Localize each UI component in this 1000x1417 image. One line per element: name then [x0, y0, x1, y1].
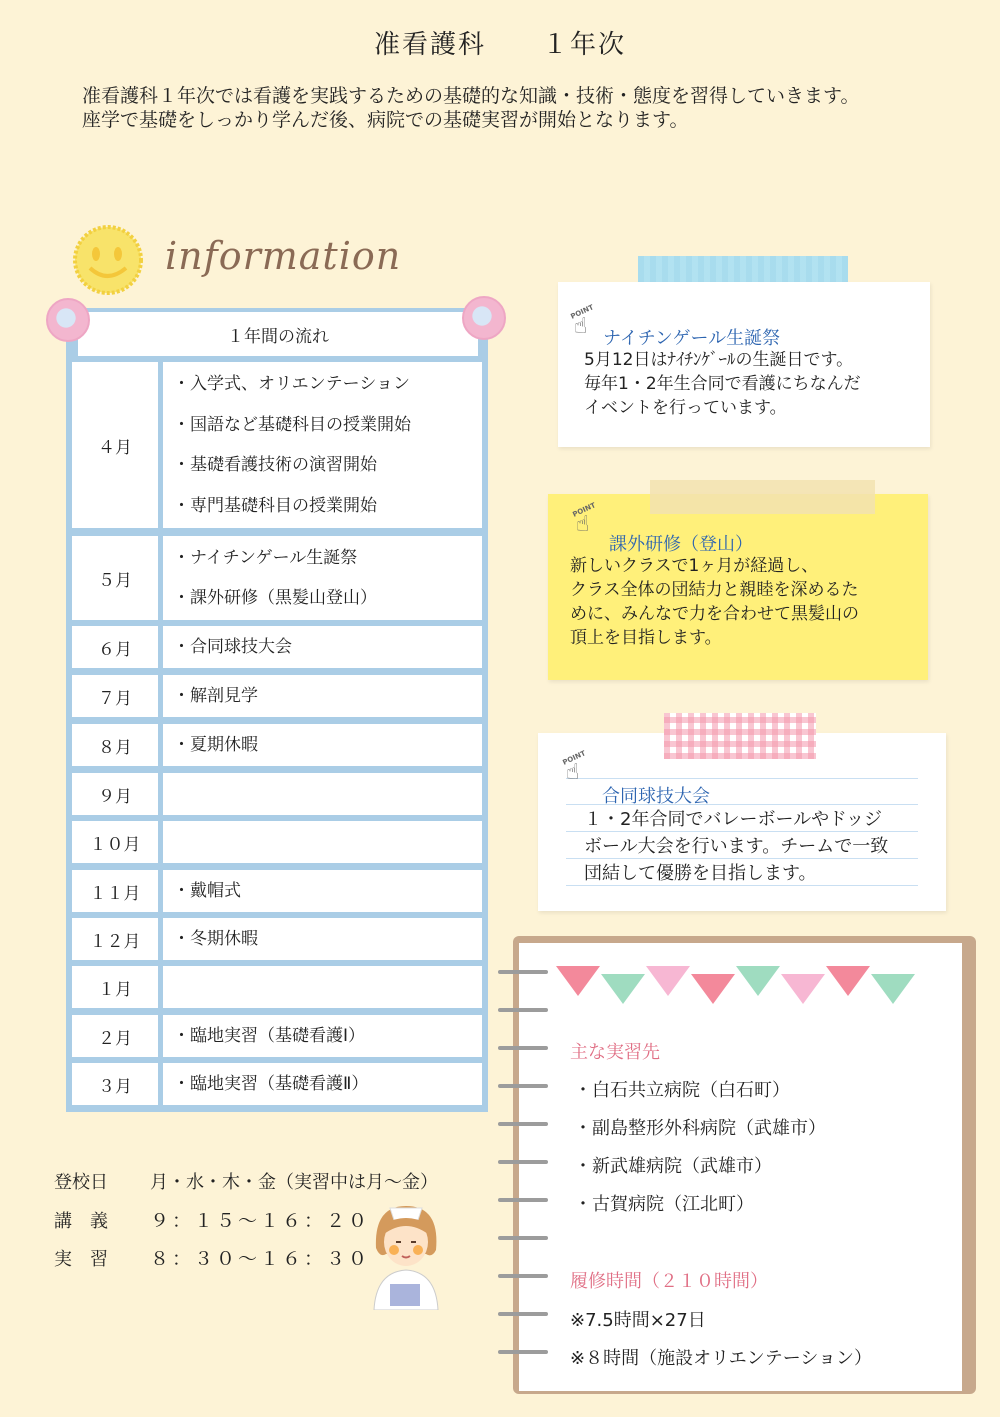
button-pin-icon: [462, 296, 506, 340]
month-cell: ２月: [72, 1015, 158, 1057]
card-body: [570, 554, 859, 650]
bunting-flag: [691, 974, 735, 1004]
card-title: 課外研修（登山）: [609, 534, 753, 555]
event-item: ・ナイチンゲール生誕祭: [173, 548, 358, 568]
ring-icon: [498, 1008, 548, 1012]
schedule-row: [72, 966, 482, 1008]
pointing-hand-icon: POINT ☝: [569, 303, 595, 339]
ring-icon: [498, 970, 548, 974]
bunting-flag: [826, 966, 870, 996]
intro-line-2: 座学で基礎をしっかり学んだ後、病院での基礎実習が開始となります。: [82, 109, 689, 131]
card-title: 合同球技大会: [602, 786, 710, 807]
event-cell: [163, 675, 482, 717]
intro-text: [82, 84, 882, 132]
schedule-row: [72, 870, 482, 912]
card-line: 5月12日はﾅｲﾁﾝｹﾞｰﾙの生誕日です。: [584, 350, 854, 370]
bunting-flag: [646, 966, 690, 996]
intro-line-1: 准看護科１年次では看護を実践するための基礎的な知識・技術・態度を習得していきます。: [82, 85, 860, 107]
button-pin-icon: [46, 298, 90, 342]
card-body: [584, 348, 861, 420]
card-line: ボール大会を行います。チームで一致: [584, 836, 889, 857]
event-item: ・国語など基礎科目の授業開始: [173, 414, 411, 435]
ring-icon: [498, 1312, 548, 1316]
card-line: 頂上を目指します。: [570, 628, 722, 648]
month-cell: １０月: [72, 821, 158, 863]
month-cell: ４月: [72, 362, 158, 528]
event-cell: [163, 918, 482, 960]
event-item: ・入学式、オリエンテーション: [173, 374, 410, 395]
event-cell: [163, 626, 482, 668]
attendance-days: [54, 1168, 438, 1194]
event-item: ・合同球技大会: [173, 637, 292, 657]
attendance-value: ８：３０～１６：３０: [150, 1248, 371, 1270]
training-site: ・古賀病院（江北町）: [574, 1194, 754, 1215]
ring-icon: [498, 1198, 548, 1202]
attendance-label: 実 習: [54, 1249, 108, 1270]
schedule-row: [72, 1063, 482, 1105]
ring-icon: [498, 1160, 548, 1164]
event-item: ・解剖見学: [173, 686, 258, 706]
month-cell: ３月: [72, 1063, 158, 1105]
card-line: イベントを行っています。: [584, 398, 787, 418]
training-heading: 主な実習先: [570, 1042, 660, 1063]
event-item: ・課外研修（黒髪山登山）: [173, 588, 377, 608]
event-item: ・冬期休暇: [173, 929, 258, 949]
ring-icon: [498, 1046, 548, 1050]
ring-icon: [498, 1084, 548, 1088]
bunting-flag: [601, 974, 645, 1004]
month-cell: １２月: [72, 918, 158, 960]
schedule-row: [72, 675, 482, 717]
bunting-flag: [781, 974, 825, 1004]
attendance-label: 登校日: [54, 1172, 108, 1193]
event-cell: [163, 1063, 482, 1105]
bunting-flag: [871, 974, 915, 1004]
bunting-flag: [736, 966, 780, 996]
schedule-row: [72, 773, 482, 815]
event-item: ・戴帽式: [173, 881, 241, 901]
card-line: １・2年合同でバレーボールやドッジ: [584, 809, 883, 830]
card-line: 団結して優勝を目指します。: [584, 863, 817, 884]
ring-icon: [498, 1236, 548, 1240]
ruled-line: [566, 778, 918, 779]
nurse-illustration: [356, 1198, 456, 1310]
smiley-icon: [68, 220, 148, 300]
hours-item: ※８時間（施設オリエンテーション）: [570, 1348, 873, 1369]
attendance-value: 月・水・木・金（実習中は月～金）: [150, 1172, 438, 1193]
event-cell: [163, 362, 482, 528]
hours-heading: 履修時間（２１０時間）: [570, 1271, 768, 1292]
pointing-hand-icon: POINT ☝: [571, 501, 597, 537]
ring-icon: [498, 1122, 548, 1126]
schedule-row: [72, 362, 482, 528]
hours-item: ※7.5時間×27日: [570, 1310, 706, 1331]
schedule-row: [72, 1015, 482, 1057]
pointing-hand-icon: POINT ☝: [561, 749, 587, 785]
card-title: ナイチンゲール生誕祭: [603, 328, 781, 349]
month-cell: １１月: [72, 870, 158, 912]
training-site: ・白石共立病院（白石町）: [574, 1080, 790, 1101]
month-cell: ９月: [72, 773, 158, 815]
page-title: 准看護科 １年次: [373, 30, 626, 60]
event-item: ・基礎看護技術の演習開始: [173, 455, 377, 476]
month-cell: ６月: [72, 626, 158, 668]
event-cell: [163, 870, 482, 912]
event-cell: [163, 1015, 482, 1057]
attendance-label: 講 義: [54, 1211, 108, 1232]
card-line: クラス全体の団結力と親睦を深めるた: [570, 580, 859, 600]
event-item: ・臨地実習（基礎看護Ⅱ）: [173, 1074, 369, 1094]
event-item: ・臨地実習（基礎看護Ⅰ）: [173, 1026, 366, 1046]
schedule-row: [72, 821, 482, 863]
card-line: 新しいクラスで1ヶ月が経過し、: [570, 556, 819, 576]
card-line: 毎年1・2年生合同で看護にちなんだ: [584, 374, 861, 394]
event-cell: [163, 966, 482, 1008]
event-item: ・専門基礎科目の授業開始: [173, 495, 377, 516]
schedule-header: １年間の流れ: [78, 312, 478, 356]
schedule-row: [72, 626, 482, 668]
schedule-row: [72, 918, 482, 960]
card-line: めに、みんなで力を合わせて黒髪山の: [570, 604, 859, 624]
month-cell: １月: [72, 966, 158, 1008]
lecture-hours: [54, 1206, 370, 1233]
event-cell: [163, 773, 482, 815]
card-body: [584, 806, 888, 887]
event-cell: [163, 821, 482, 863]
event-cell: [163, 724, 482, 766]
ring-icon: [498, 1274, 548, 1278]
training-site: ・新武雄病院（武雄市）: [574, 1156, 772, 1177]
event-cell: [163, 536, 482, 620]
month-cell: ８月: [72, 724, 158, 766]
month-cell: ５月: [72, 536, 158, 620]
event-item: ・夏期休暇: [173, 735, 258, 755]
information-heading: information: [165, 234, 402, 278]
month-cell: ７月: [72, 675, 158, 717]
training-site: ・副島整形外科病院（武雄市）: [574, 1118, 826, 1139]
ring-icon: [498, 1350, 548, 1354]
tape-decoration: [650, 480, 875, 514]
tape-decoration: [664, 713, 816, 759]
bunting-flag: [556, 966, 600, 996]
practice-hours: [54, 1244, 370, 1271]
attendance-value: ９：１５～１６：２０: [150, 1210, 371, 1232]
schedule-row: [72, 724, 482, 766]
schedule-row: [72, 536, 482, 620]
